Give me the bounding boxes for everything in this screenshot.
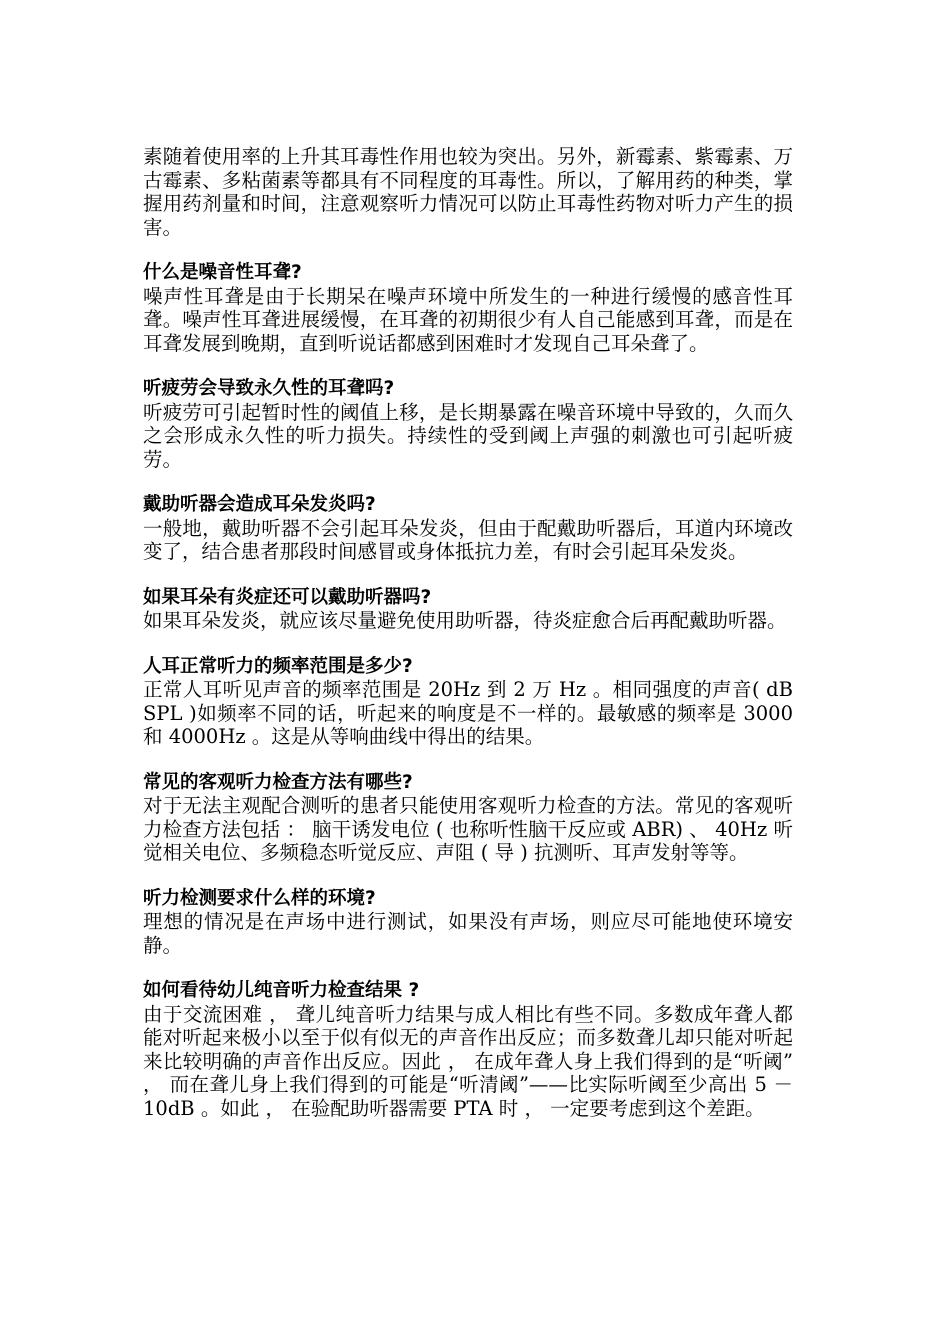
intro-paragraph: 素随着使用率的上升其耳毒性作用也较为突出。另外，新霉素、紫霉素、万古霉素、多粘菌素等都具有不同程度的耳毒性。所以，了解用药的种类，掌握用药剂量和时间，注意观察听力情况可以防止耳毒性药物对听力产生的损害。 bbox=[143, 145, 793, 239]
section-heading: 听疲劳会导致永久性的耳聋吗? bbox=[143, 378, 395, 399]
section-body: 正常人耳听见声音的频率范围是 20Hz 到 2 万 Hz 。相同强度的声音( dB SPL )如频率不同的话，听起来的响度是不一样的。最敏感的频率是 3000 和 4000Hz 。这是从等响曲线中得出的结果。 bbox=[143, 678, 793, 748]
section-heading: 如何看待幼儿纯音听力检查结果 ? bbox=[143, 980, 420, 1001]
qa-section-test-environment bbox=[143, 887, 793, 958]
section-heading: 人耳正常听力的频率范围是多少? bbox=[143, 655, 413, 677]
section-body: 如果耳朵发炎，就应该尽量避免使用助听器，待炎症愈合后再配戴助听器。 bbox=[143, 609, 787, 632]
section-heading: 什么是噪音性耳聋? bbox=[143, 262, 302, 283]
section-body: 噪声性耳聋是由于长期呆在噪声环境中所发生的一种进行缓慢的感音性耳聋。噪声性耳聋进展缓慢，在耳聋的初期很少有人自己能感到耳聋，而是在耳聋发展到晚期，直到听说话都感到困难时才发现自己耳朵聋了。 bbox=[143, 284, 793, 355]
section-body: 理想的情况是在声场中进行测试，如果没有声场，则应尽可能地使环境安静。 bbox=[143, 910, 793, 957]
section-body: 由于交流困难 ， 聋儿纯音听力结果与成人相比有些不同。多数成年聋人都能对听起来极小以至于似有似无的声音作出反应；而多数聋儿却只能对听起来比较明确的声音作出反应。因此 ， 在成年聋人身上我们得到的是“听阈” ， 而在聋儿身上我们得到的可能是“听清阈”——比实际听阈至少高出 5 － 10dB 。如此 ， 在验配助听器需要 PTA 时 ， 一定要考虑到这个差距。 bbox=[143, 1002, 793, 1120]
qa-section-objective-tests bbox=[143, 771, 793, 865]
qa-section-hearing-fatigue bbox=[143, 377, 793, 471]
section-body: 一般地，戴助听器不会引起耳朵发炎，但由于配戴助听器后，耳道内环境改变了，结合患者那段时间感冒或身体抵抗力差，有时会引起耳朵发炎。 bbox=[143, 516, 793, 563]
qa-section-noise-deafness bbox=[143, 261, 793, 355]
section-body: 对于无法主观配合测听的患者只能使用客观听力检查的方法。常见的客观听力检查方法包括 ： 脑干诱发电位 ( 也称听性脑干反应或 ABR) 、 40Hz 听觉相关电位、多频稳态听觉反应、声阻 ( 导 ) 抗测听、耳声发射等等。 bbox=[143, 794, 793, 864]
section-heading: 戴助听器会造成耳朵发炎吗? bbox=[143, 494, 376, 515]
qa-section-inflammation-hearing-aid bbox=[143, 586, 793, 633]
document-page bbox=[143, 145, 793, 1142]
section-heading: 如果耳朵有炎症还可以戴助听器吗? bbox=[143, 586, 432, 608]
qa-section-ear-inflammation bbox=[143, 493, 793, 564]
section-body: 听疲劳可引起暂时性的阈值上移，是长期暴露在噪音环境中导致的，久而久之会形成永久性的听力损失。持续性的受到阈上声强的刺激也可引起听疲劳。 bbox=[143, 400, 793, 471]
qa-section-frequency-range bbox=[143, 655, 793, 749]
section-heading: 常见的客观听力检查方法有哪些? bbox=[143, 771, 413, 793]
section-heading: 听力检测要求什么样的环境? bbox=[143, 887, 376, 909]
qa-section-child-pure-tone bbox=[143, 979, 793, 1120]
